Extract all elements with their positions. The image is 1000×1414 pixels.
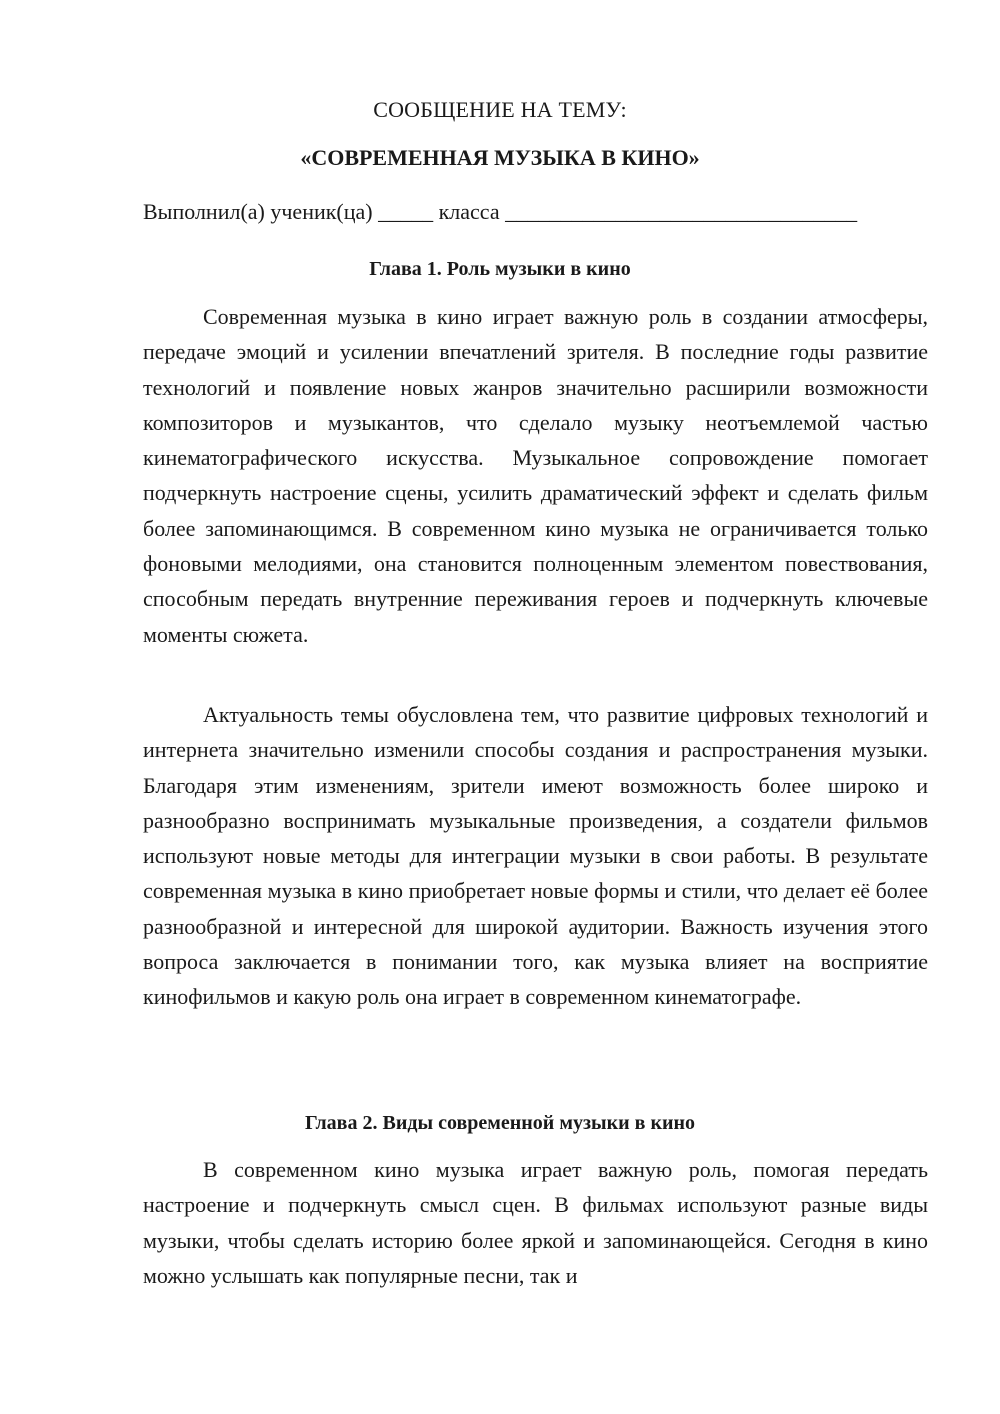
document-title-line-1: СООБЩЕНИЕ НА ТЕМУ: [373,97,627,122]
author-line: Выполнил(а) ученик(ца) _____ класса ________________________________ [143,199,858,224]
chapter-1-paragraph-2: Актуальность темы обусловлена тем, что развитие цифровых технологий и интернета значительно изменили способы создания и распространения музыки. Благодаря этим изменениям, зрители имеют возможность более широко и разнообразно воспринимать музыкальные произведения, а создатели фильмов используют новые методы для интеграции музыки в свои работы. В результате современная музыка в кино приобретает новые формы и стили, что делает её более разнообразной и интересной для широкой аудитории. Важность изучения этого вопроса заключается в понимании того, как музыка влияет на восприятие кинофильмов и какую роль она играет в современном кинематографе. [143,702,928,1010]
chapter-1-paragraph-1: Современная музыка в кино играет важную роль в создании атмосферы, передаче эмоций и усилении впечатлений зрителя. В последние годы развитие технологий и появление новых жанров значительно расширили возможности композиторов и музыкантов, что сделало музыку неотъемлемой частью кинематографического искусства. Музыкальное сопровождение помогает подчеркнуть настроение сцены, усилить драматический эффект и сделать фильм более запоминающимся. В современном кино музыка не ограничивается только фоновыми мелодиями, она становится полноценным элементом повествования, способным передать внутренние переживания героев и подчеркнуть ключевые моменты сюжета. [143,304,928,647]
chapter-2-heading: Глава 2. Виды современной музыки в кино [304,1112,696,1134]
chapter-1-heading: Глава 1. Роль музыки в кино [369,258,631,280]
document-title-line-2: «СОВРЕМЕННАЯ МУЗЫКА В КИНО» [300,145,700,170]
chapter-2-paragraph-1: В современном кино музыка играет важную роль, помогая передать настроение и подчеркнуть смысл сцен. В фильмах используют разные виды музыки, чтобы сделать историю более яркой и запоминающейся. Сегодня в кино можно услышать как популярные песни, так и [143,1157,928,1288]
